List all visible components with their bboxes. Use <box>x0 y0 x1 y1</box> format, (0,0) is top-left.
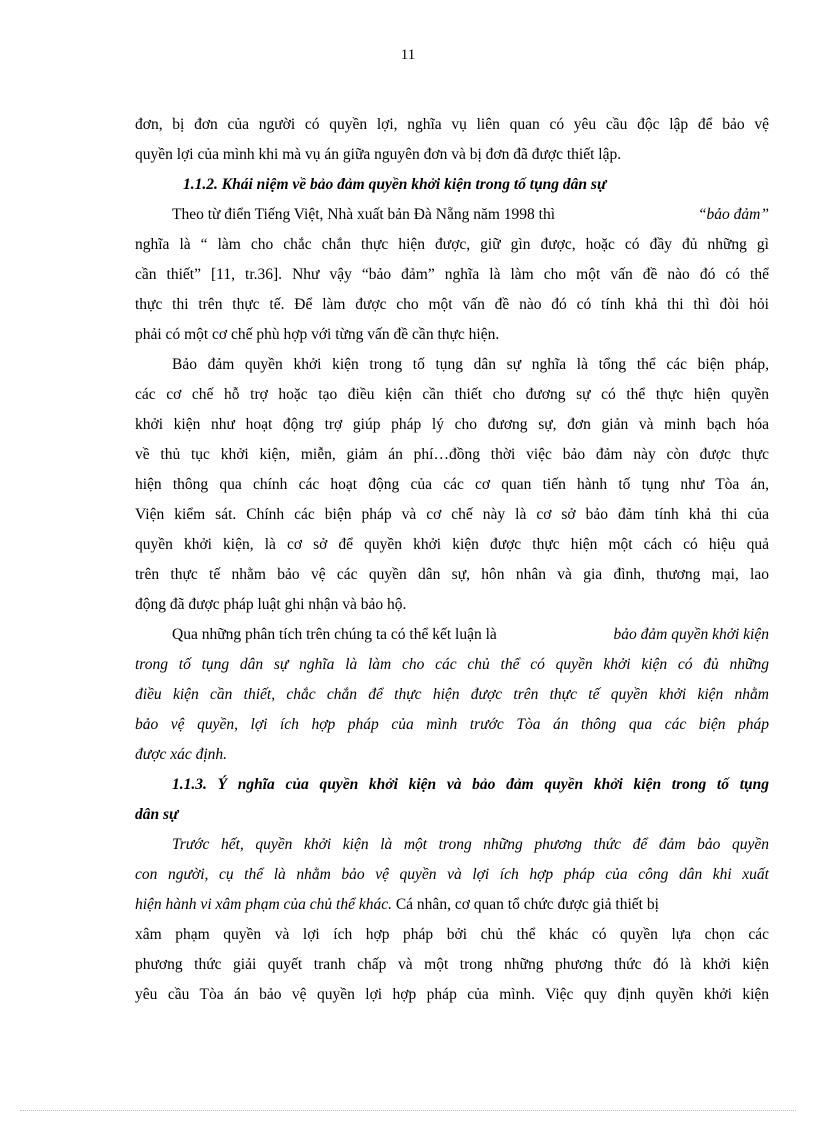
text-line: thực thi trên thực tế. Để làm được cho một vấn đề nào đó có tính khả thi thì đòi hỏi <box>135 296 769 313</box>
text-line: Trước hết, quyền khởi kiện là một trong những phương thức để đảm bảo quyền <box>172 836 769 853</box>
text-line: quyền khởi kiện, là cơ sở để quyền khởi kiện được thực hiện một cách có hiệu quả <box>135 536 769 553</box>
text-line: bảo vệ quyền, lợi ích hợp pháp của mình trước Tòa án thông qua các biện pháp <box>135 716 769 733</box>
text-line: yêu cầu Tòa án bảo vệ quyền lợi hợp pháp của mình. Việc quy định quyền khởi kiện <box>135 986 769 1003</box>
page-bottom-rule <box>20 1110 796 1111</box>
text-line <box>172 200 769 230</box>
text-line: các cơ chế hỗ trợ hoặc tạo điều kiện cần thiết cho đương sự có thể thực hiện quyền <box>135 386 769 403</box>
italic-term: “bảo đảm” <box>697 206 769 223</box>
text-line: về thủ tục khởi kiện, miễn, giảm án phí…đồng thời việc bảo đảm này còn được thực <box>135 446 769 463</box>
text-line: trên thực tế nhằm bảo vệ các quyền dân sự, hôn nhân và gia đình, thương mại, lao <box>135 566 769 583</box>
text-line: trong tố tụng dân sự nghĩa là làm cho các chủ thể có quyền khởi kiện có đủ những <box>135 656 769 673</box>
section-heading-1-1-3: 1.1.3. Ý nghĩa của quyền khởi kiện và bảo đảm quyền khởi kiện trong tố tụng <box>172 776 769 793</box>
text-line: khởi kiện như hoạt động trợ giúp pháp lý cho đương sự, đơn giản và minh bạch hóa <box>135 416 769 433</box>
text-line: con người, cụ thể là nhằm bảo vệ quyền và lợi ích hợp pháp của công dân khi xuất <box>135 866 769 883</box>
text-line: nghĩa là “ làm cho chắc chắn thực hiện được, giữ gìn được, hoặc có đầy đủ những gì <box>135 236 769 253</box>
text-line <box>172 620 769 650</box>
text-segment: Theo từ điển Tiếng Việt, Nhà xuất bản Đà Nẵng năm 1998 thì <box>172 206 556 223</box>
text-line: được xác định. <box>135 746 228 763</box>
text-line: phương thức giải quyết tranh chấp và một trong những phương thức đó là khởi kiện <box>135 956 769 973</box>
text-segment: Cá nhân, cơ quan tổ chức được giả thiết bị <box>391 896 659 913</box>
text-line: Viện kiểm sát. Chính các biện pháp và cơ chế này là cơ sở bảo đảm tính khả thi của <box>135 506 769 523</box>
section-heading-1-1-3-cont: dân sự <box>135 806 179 823</box>
text-line: hiện thông qua chính các hoạt động của các cơ quan tiến hành tố tụng như Tòa án, <box>135 476 769 493</box>
text-line: cần thiết” [11, tr.36]. Như vậy “bảo đảm” nghĩa là làm cho một vấn đề nào đó có thể <box>135 266 769 283</box>
text-line: quyền lợi của mình khi mà vụ án giữa nguyên đơn và bị đơn đã được thiết lập. <box>135 146 622 163</box>
text-line: điều kiện cần thiết, chắc chắn để thực hiện được trên thực tế quyền khởi kiện nhằm <box>135 686 769 703</box>
text-line: động đã được pháp luật ghi nhận và bảo hộ. <box>135 596 407 613</box>
text-segment: Qua những phân tích trên chúng ta có thể kết luận là <box>172 626 497 643</box>
text-line: đơn, bị đơn của người có quyền lợi, nghĩa vụ liên quan có yêu cầu độc lập để bảo vệ <box>135 116 769 133</box>
text-line <box>135 890 769 920</box>
italic-segment: bảo đảm quyền khởi kiện <box>613 626 769 643</box>
page-number: 11 <box>400 47 416 63</box>
text-line: phải có một cơ chế phù hợp với từng vấn đề cần thực hiện. <box>135 326 500 343</box>
italic-segment: hiện hành vi xâm phạm của chủ thể khác. <box>135 896 392 913</box>
section-heading-1-1-2: 1.1.2. Khái niệm về bảo đảm quyền khởi kiện trong tố tụng dân sự <box>183 176 607 193</box>
text-line: Bảo đảm quyền khởi kiện trong tố tụng dân sự nghĩa là tổng thể các biện pháp, <box>172 356 769 373</box>
text-line: xâm phạm quyền và lợi ích hợp pháp bởi chủ thể khác có quyền lựa chọn các <box>135 926 769 943</box>
